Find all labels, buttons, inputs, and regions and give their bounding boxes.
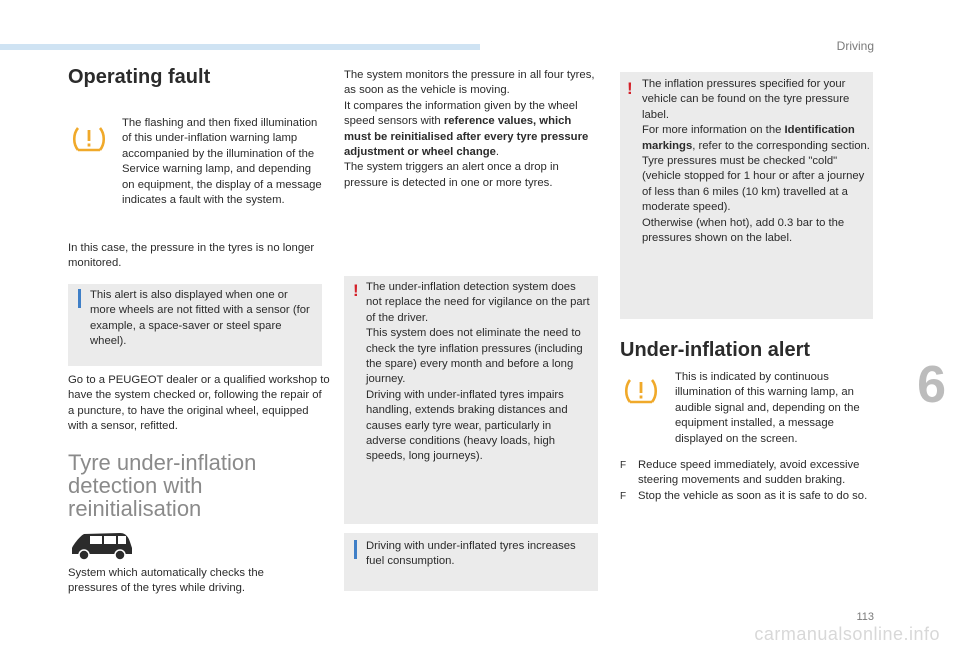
page-number: 113: [856, 611, 874, 623]
chapter-tab: 6: [917, 356, 946, 414]
list-item: [620, 489, 876, 504]
tyre-pressure-warning-icon: [72, 126, 106, 154]
dealer-text: Go to a PEUGEOT dealer or a qualified workshop to have the system checked or, following the repair of a puncture, to have the original wheel, equipped with a sensor, refitted.: [68, 374, 330, 433]
reinit-description: System which automatically checks the pressures of the tyres while driving.: [68, 567, 264, 595]
bullet-mark: F: [620, 460, 627, 471]
pressures-text: [642, 77, 870, 246]
warning-box-vigilance: [344, 276, 598, 524]
warning-box-text: [366, 280, 594, 465]
reinit-title-line1: Tyre under-inflation: [68, 450, 257, 475]
operating-fault-title: Operating fault: [68, 66, 211, 88]
fuel-consumption-text: Driving with under-inflated tyres increases fuel consumption.: [366, 540, 576, 568]
monthly-check-text: This system does not eliminate the need to check the tyre inflation pressures (including the spare) every month and before a long journey.: [366, 327, 583, 386]
reinit-title-line2: detection with: [68, 473, 203, 498]
exclamation-icon: !: [353, 281, 359, 300]
info-box-spare-wheel: [68, 284, 322, 366]
pressure-label-text: The inflation pressures specified for your vehicle can be found on the tyre pressure label.: [642, 78, 850, 121]
vigilance-text: The under-inflation detection system does not replace the need for vigilance on the part of the driver.: [366, 281, 590, 324]
header-accent-bar: [0, 44, 480, 50]
stop-vehicle-text: Stop the vehicle as soon as it is safe to do so.: [638, 489, 868, 502]
reinit-title-line3: reinitialisation: [68, 496, 202, 521]
info-icon: [354, 540, 357, 559]
operating-fault-warning-text: The flashing and then fixed illumination of this under-inflation warning lamp accompanied by the illumination of the Service warning lamp, and depending on equipment, the display of a message indicates a fault with the system.: [122, 117, 322, 207]
compare-end: .: [495, 146, 500, 159]
info-box-fuel: [344, 533, 598, 591]
under-inflation-alert-text: This is indicated by continuous illumination of this warning lamp, an audible signal and, depending on the equipment installed, a message displayed on the screen.: [675, 371, 860, 445]
warning-box-pressures: [620, 72, 873, 319]
list-item: [620, 458, 876, 489]
not-monitored-text: In this case, the pressure in the tyres is no longer monitored.: [68, 242, 315, 270]
car-silhouette-icon: [70, 530, 134, 562]
identification-prefix: For more information on the: [642, 124, 785, 137]
info-box-text: This alert is also displayed when one or more wheels are not fitted with a sensor (for example, a space-saver or steel spare wheel).: [90, 289, 310, 348]
reduce-speed-text: Reduce speed immediately, avoid excessive steering movements and sudden braking.: [638, 459, 860, 487]
exclamation-icon: !: [627, 79, 633, 98]
info-icon: [78, 289, 81, 308]
system-monitor-line1: The system monitors the pressure in all four tyres, as soon as the vehicle is moving.: [344, 69, 595, 97]
action-list: [620, 458, 876, 504]
system-monitor-text: [344, 68, 598, 191]
bullet-mark: F: [620, 490, 627, 502]
hot-adjust-text: Otherwise (when hot), add 0.3 bar to the pressures shown on the label.: [642, 216, 845, 245]
section-title: Driving: [836, 39, 874, 53]
cold-check-text: Tyre pressures must be checked "cold" (vehicle stopped for 1 hour or after a journey of less than 6 miles (10 km) travelled at a moderate speed).: [642, 155, 865, 214]
under-inflation-alert-title: Under-inflation alert: [620, 339, 811, 361]
reference-values-text: reference values, which must be reinitialised after every tyre pressure adjustment or wheel change: [344, 115, 589, 159]
identification-text: [642, 123, 870, 154]
system-alert-line: The system triggers an alert once a drop in pressure is detected in one or more tyres.: [344, 161, 559, 189]
identification-suffix: , refer to the corresponding section.: [692, 139, 870, 152]
identification-markings-bold: Identification markings: [642, 124, 855, 152]
system-monitor-line2: [344, 99, 598, 161]
tyre-pressure-warning-icon: [624, 378, 658, 406]
compare-text: It compares the information given by the wheel speed sensors with: [344, 99, 578, 128]
handling-text: Driving with under-inflated tyres impairs handling, extends braking distances and causes early tyre wear, particularly in adverse conditions (heavy loads, high speeds, long journeys).: [366, 388, 568, 463]
watermark: carmanualsonline.info: [754, 624, 940, 644]
